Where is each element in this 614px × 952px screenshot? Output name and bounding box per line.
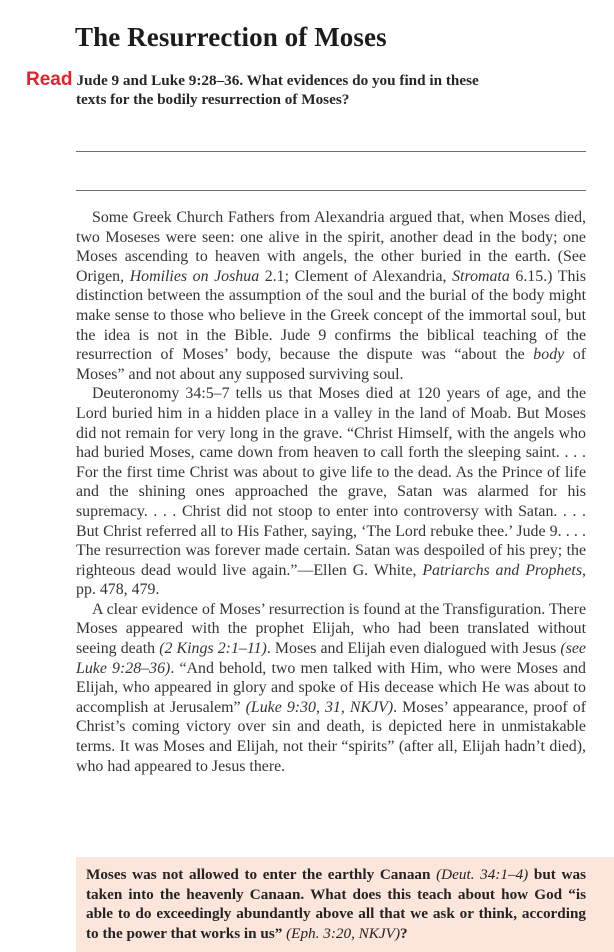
- text-run: 2.1; Clement of Alexandria,: [259, 267, 453, 285]
- text-run: . “And behold, two men talked with Him, who were Moses and Elijah, who appeared in glory and spoke of His decease which He was about to accomplish at Jerusalem”: [76, 659, 586, 716]
- answer-line-2[interactable]: [76, 190, 586, 191]
- scripture-ref: (see Luke 9:28–36): [76, 640, 586, 677]
- text-run: Some Greek Church Fathers from Alexandria argued that, when Moses died, two Moseses were seen: one alive in the spirit, another dead in the body; one Moses ascending to heaven with angels, the other buried in the earth. (See Origen,: [76, 209, 586, 285]
- lesson-title: The Resurrection of Moses: [75, 22, 387, 52]
- scripture-ref: (2 Kings 2:1–11): [159, 640, 267, 658]
- text-run: . Moses and Elijah even dialogued with Jesus: [266, 640, 561, 658]
- paragraph-3: [76, 600, 586, 776]
- paragraph-1: [76, 208, 586, 384]
- text-run: ?: [400, 924, 408, 942]
- text-run: of Moses” and not about any supposed surviving soul.: [76, 346, 586, 383]
- read-label: Read: [26, 69, 73, 90]
- paragraph-2: [76, 384, 586, 600]
- emphasis-body: body: [533, 346, 565, 364]
- read-prompt: [26, 70, 588, 109]
- scripture-ref: (Eph. 3:20, NKJV): [286, 924, 401, 942]
- read-prompt-line-2: texts for the bodily resurrection of Moses?: [76, 91, 350, 108]
- book-title-stromata: Stromata: [452, 267, 510, 285]
- answer-line-1[interactable]: [76, 151, 586, 152]
- body-text: [76, 208, 586, 776]
- read-prompt-line-1: [26, 70, 588, 90]
- callout-question: [86, 865, 586, 943]
- text-run: Deuteronomy 34:5–7 tells us that Moses died at 120 years of age, and the Lord buried him in a hidden place in a valley in the land of Moab. But Moses did not remain for very long in the grave. “Christ Himself, with the angels who had buried Moses, came down from heaven to call forth the sleeping saint. . . . For the first time Christ was about to give life to the dead. As the Prince of life and the shining ones approached the grave, Satan was alarmed for his supremacy. . . . Christ did not stoop to enter into controversy with Satan. . . . But Christ referred all to His Father, saying, ‘The Lord rebuke thee.’ Jude 9. . . . The resurrection was forever made certain. Satan was despoiled of his prey; the righteous dead would live again.”—Ellen G. White,: [76, 385, 586, 579]
- text-run: . Moses’ appearance, proof of Christ’s coming victory over sin and death, is depicted here in unmistakable terms. It was Moses and Elijah, not their “spirits” (after all, Elijah hadn’t died), who had appeared to Jesus there.: [76, 698, 586, 775]
- text-run: but was taken into the heavenly Canaan. What does this teach about how God “is able to do exceedingly abundantly above all that we ask or think, according to the power that works in us”: [86, 866, 586, 942]
- read-prompt-text-1: Jude 9 and Luke 9:28–36. What evidences do you find in these: [76, 72, 479, 89]
- scripture-ref: (Luke 9:30, 31, NKJV): [245, 698, 394, 716]
- scripture-ref: (Deut. 34:1–4): [436, 866, 529, 883]
- text-run: A clear evidence of Moses’ resurrection is found at the Transfiguration. There Moses appeared with the prophet Elijah, who had been translated without seeing death: [76, 600, 586, 658]
- text-run: , pp. 478, 479.: [76, 561, 586, 599]
- text-run: Moses was not allowed to enter the earthly Canaan: [86, 866, 437, 883]
- book-title-patriarchs: Patriarchs and Prophets: [422, 561, 583, 579]
- book-title-homilies: Homilies on Joshua: [129, 267, 260, 285]
- text-run: 6.15.) This distinction between the assumption of the soul and the burial of the body might make sense to those who believe in the Greek concept of the immortal soul, but the idea is not in the Bible. Jude 9 confirms the biblical teaching of the resurrection of Moses’ body, because the dispute was “about the: [76, 267, 586, 364]
- discussion-callout: [76, 857, 614, 952]
